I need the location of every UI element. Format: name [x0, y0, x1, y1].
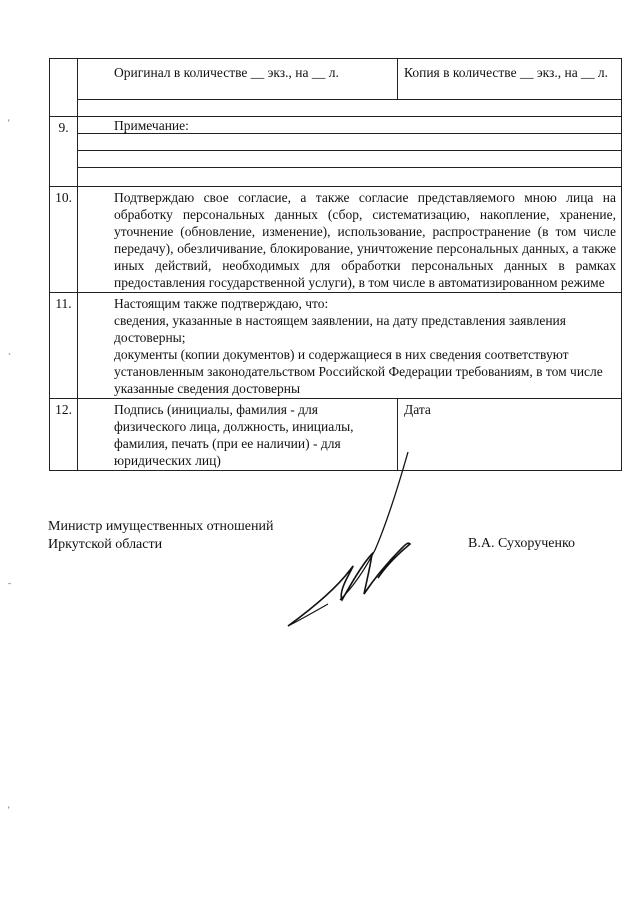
- note-label-line: [78, 117, 621, 134]
- application-form-table: [49, 58, 622, 471]
- official-title-line-1: Министр имущественных отношений: [48, 519, 274, 534]
- note-blank-line: [78, 134, 621, 151]
- row-number-9: 9.: [50, 117, 78, 187]
- date-label: Дата: [404, 402, 431, 417]
- number-cell: [50, 59, 78, 117]
- official-title-line-2: Иркутской области: [48, 537, 163, 552]
- confirmation-cell: [78, 293, 622, 399]
- copy-count-text: Копия в количестве __ экз., на __ л.: [404, 65, 609, 80]
- note-cell: [78, 117, 622, 187]
- copy-count-cell: [398, 59, 622, 100]
- table-row: [50, 100, 622, 117]
- signer-name: В.А. Сухорученко: [468, 536, 576, 551]
- date-cell: [398, 399, 622, 471]
- table-row: [50, 59, 622, 100]
- official-title: [48, 518, 273, 554]
- confirmation-line-3: документы (копии документов) и содержащиеся в них сведения соответствуют установленным законодательством Российской Федерации требованиям, в том числе указанные сведения достоверны: [114, 347, 603, 396]
- handwritten-signature: [280, 450, 430, 630]
- margin-mark: ˍ: [8, 575, 11, 585]
- row-number-11: 11.: [50, 293, 78, 399]
- consent-cell: [78, 187, 622, 293]
- note-blank-line: [78, 168, 621, 186]
- original-count-text: Оригинал в количестве __ экз., на __ л.: [114, 65, 339, 80]
- confirmation-line-1: Настоящим также подтверждаю, что:: [114, 296, 329, 311]
- margin-mark: ': [8, 118, 10, 128]
- empty-cell: [78, 100, 622, 117]
- margin-mark: ': [8, 805, 10, 815]
- confirmation-body: [78, 293, 621, 398]
- table-row: [50, 293, 622, 399]
- row-number-10: 10.: [50, 187, 78, 293]
- consent-text: Подтверждаю свое согласие, а также согласие представляемого мною лица на обработку персональных данных (сбор, систематизацию, накопление, хранение, уточнение (обновление, изменение), использование, распространение (в том числе передачу), обезличивание, блокирование, уничтожение персональных данных, а также иных действий, необходимых для обработки персональных данных в рамках предоставления государственной услуги), в том числе в автоматизированном режиме: [114, 190, 617, 290]
- note-label: Примечание:: [114, 118, 189, 133]
- confirmation-line-2: сведения, указанные в настоящем заявлении, на дату представления заявления достоверны;: [114, 313, 566, 345]
- margin-mark: ˎ: [8, 345, 11, 355]
- note-blank-line: [78, 151, 621, 168]
- table-row: [50, 117, 622, 187]
- row-number-12: 12.: [50, 399, 78, 471]
- original-count-cell: [78, 59, 398, 100]
- signature-label: Подпись (инициалы, фамилия - для физического лица, должность, инициалы, фамилия, печать (при ее наличии) - для юридических лиц): [114, 402, 354, 468]
- table-row: [50, 187, 622, 293]
